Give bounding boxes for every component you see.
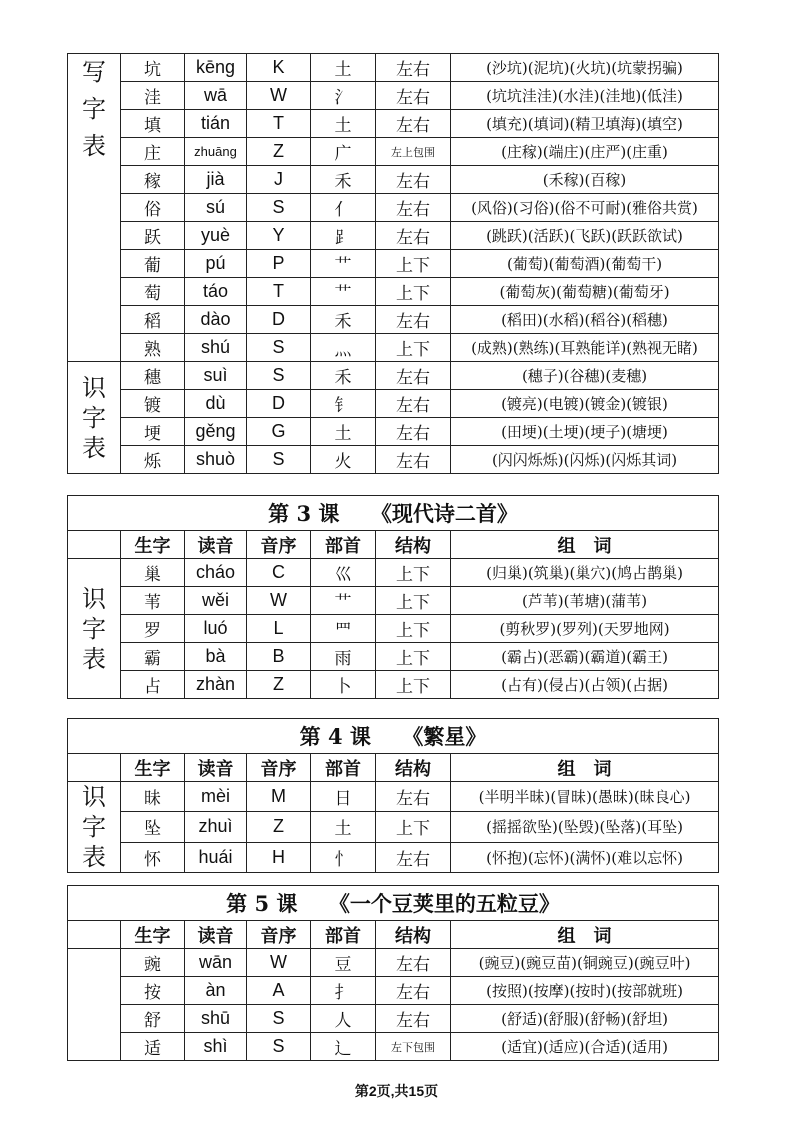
initial-letter: K — [247, 54, 311, 82]
structure: 上下 — [376, 278, 451, 306]
character: 昧 — [121, 782, 185, 812]
word-groups: (葡萄)(葡萄酒)(葡萄干) — [451, 250, 719, 278]
initial-letter: H — [247, 842, 311, 872]
pinyin: zhàn — [185, 671, 247, 699]
pinyin: mèi — [185, 782, 247, 812]
lesson-3-vocab-table — [67, 495, 719, 699]
table-row — [68, 446, 719, 474]
initial-letter: Z — [247, 138, 311, 166]
column-header: 结构 — [376, 921, 451, 949]
pinyin: suì — [185, 362, 247, 390]
lesson-title: 第 4 课 《繁星》 — [68, 719, 719, 754]
table-row — [68, 782, 719, 812]
column-header: 音序 — [247, 921, 311, 949]
structure: 左右 — [376, 362, 451, 390]
header-row — [68, 531, 719, 559]
lesson-2-vocab-table — [67, 53, 719, 474]
pinyin: dào — [185, 306, 247, 334]
table-row — [68, 559, 719, 587]
character: 俗 — [121, 194, 185, 222]
table-row — [68, 977, 719, 1005]
column-header: 读音 — [185, 921, 247, 949]
radical: 罒 — [311, 615, 376, 643]
pinyin: gěng — [185, 418, 247, 446]
initial-letter: S — [247, 446, 311, 474]
category-label: 识字表 — [68, 362, 121, 474]
initial-letter: S — [247, 1033, 311, 1061]
character: 舒 — [121, 1005, 185, 1033]
character: 洼 — [121, 82, 185, 110]
radical: 艹 — [311, 278, 376, 306]
structure: 上下 — [376, 587, 451, 615]
column-header: 结构 — [376, 531, 451, 559]
radical: 氵 — [311, 82, 376, 110]
radical: 艹 — [311, 587, 376, 615]
radical: 钅 — [311, 390, 376, 418]
pinyin: àn — [185, 977, 247, 1005]
character: 罗 — [121, 615, 185, 643]
table-row — [68, 362, 719, 390]
word-groups: (葡萄灰)(葡萄糖)(葡萄牙) — [451, 278, 719, 306]
pinyin: wěi — [185, 587, 247, 615]
word-groups: (芦苇)(苇塘)(蒲苇) — [451, 587, 719, 615]
word-groups: (霸占)(恶霸)(霸道)(霸王) — [451, 643, 719, 671]
initial-letter: W — [247, 587, 311, 615]
table-row — [68, 1005, 719, 1033]
page-footer: 第2页,共15页 — [354, 1083, 439, 1099]
initial-letter: Z — [247, 812, 311, 842]
table-row — [68, 194, 719, 222]
pinyin: sú — [185, 194, 247, 222]
radical: 卜 — [311, 671, 376, 699]
pinyin: shuò — [185, 446, 247, 474]
word-groups: (风俗)(习俗)(俗不可耐)(雅俗共赏) — [451, 194, 719, 222]
column-header: 部首 — [311, 531, 376, 559]
column-header — [68, 531, 121, 559]
pinyin: zhuì — [185, 812, 247, 842]
header-row — [68, 754, 719, 782]
word-groups: (禾稼)(百稼) — [451, 166, 719, 194]
lesson-title: 第 3 课 《现代诗二首》 — [68, 496, 719, 531]
table-row — [68, 812, 719, 842]
pinyin: bà — [185, 643, 247, 671]
radical: 土 — [311, 110, 376, 138]
pinyin: kēng — [185, 54, 247, 82]
lesson-4-vocab-table — [67, 718, 719, 873]
structure: 左右 — [376, 306, 451, 334]
lesson-title: 第 5 课 《一个豆荚里的五粒豆》 — [68, 886, 719, 921]
initial-letter: T — [247, 110, 311, 138]
pinyin: jià — [185, 166, 247, 194]
structure: 上下 — [376, 671, 451, 699]
word-groups: (舒适)(舒服)(舒畅)(舒坦) — [451, 1005, 719, 1033]
initial-letter: S — [247, 1005, 311, 1033]
word-groups: (半明半昧)(冒昧)(愚昧)(昧良心) — [451, 782, 719, 812]
character: 豌 — [121, 949, 185, 977]
character: 穗 — [121, 362, 185, 390]
character: 稻 — [121, 306, 185, 334]
word-groups: (剪秋罗)(罗列)(天罗地网) — [451, 615, 719, 643]
character: 跃 — [121, 222, 185, 250]
pinyin: wān — [185, 949, 247, 977]
category-label: 识字表 — [68, 559, 121, 699]
table-row — [68, 250, 719, 278]
initial-letter: J — [247, 166, 311, 194]
table-row — [68, 278, 719, 306]
initial-letter: S — [247, 194, 311, 222]
radical: 广 — [311, 138, 376, 166]
radical: 土 — [311, 812, 376, 842]
word-groups: (闪闪烁烁)(闪烁)(闪烁其词) — [451, 446, 719, 474]
column-header — [68, 754, 121, 782]
word-groups: (跳跃)(活跃)(飞跃)(跃跃欲试) — [451, 222, 719, 250]
structure: 上下 — [376, 812, 451, 842]
column-header: 读音 — [185, 531, 247, 559]
table-row — [68, 222, 719, 250]
column-header: 结构 — [376, 754, 451, 782]
structure: 左下包围 — [376, 1033, 451, 1061]
radical: 灬 — [311, 334, 376, 362]
structure: 左右 — [376, 222, 451, 250]
character: 稼 — [121, 166, 185, 194]
table-row — [68, 166, 719, 194]
table-row — [68, 671, 719, 699]
character: 烁 — [121, 446, 185, 474]
radical: 人 — [311, 1005, 376, 1033]
word-groups: (怀抱)(忘怀)(满怀)(难以忘怀) — [451, 842, 719, 872]
structure: 左右 — [376, 842, 451, 872]
radical: 禾 — [311, 306, 376, 334]
word-groups: (穗子)(谷穗)(麦穗) — [451, 362, 719, 390]
table-row — [68, 82, 719, 110]
word-groups: (田埂)(土埂)(埂子)(塘埂) — [451, 418, 719, 446]
structure: 左右 — [376, 194, 451, 222]
character: 适 — [121, 1033, 185, 1061]
word-groups: (镀亮)(电镀)(镀金)(镀银) — [451, 390, 719, 418]
structure: 左右 — [376, 54, 451, 82]
character: 霸 — [121, 643, 185, 671]
radical: 忄 — [311, 842, 376, 872]
radical: 艹 — [311, 250, 376, 278]
initial-letter: W — [247, 82, 311, 110]
column-header: 音序 — [247, 531, 311, 559]
pinyin: cháo — [185, 559, 247, 587]
table-row — [68, 587, 719, 615]
column-header: 组 词 — [451, 921, 719, 949]
table-row — [68, 334, 719, 362]
initial-letter: W — [247, 949, 311, 977]
radical: 日 — [311, 782, 376, 812]
structure: 上下 — [376, 643, 451, 671]
character: 镀 — [121, 390, 185, 418]
initial-letter: M — [247, 782, 311, 812]
radical: 巛 — [311, 559, 376, 587]
category-label: 识字表 — [68, 782, 121, 873]
structure: 左右 — [376, 977, 451, 1005]
word-groups: (归巢)(筑巢)(巢穴)(鸠占鹊巢) — [451, 559, 719, 587]
word-groups: (按照)(按摩)(按时)(按部就班) — [451, 977, 719, 1005]
radical: 雨 — [311, 643, 376, 671]
initial-letter: A — [247, 977, 311, 1005]
character: 填 — [121, 110, 185, 138]
header-row — [68, 921, 719, 949]
word-groups: (庄稼)(端庄)(庄严)(庄重) — [451, 138, 719, 166]
pinyin: táo — [185, 278, 247, 306]
pinyin: shú — [185, 334, 247, 362]
word-groups: (占有)(侵占)(占领)(占据) — [451, 671, 719, 699]
word-groups: (成熟)(熟练)(耳熟能详)(熟视无睹) — [451, 334, 719, 362]
initial-letter: S — [247, 334, 311, 362]
column-header — [68, 921, 121, 949]
character: 萄 — [121, 278, 185, 306]
column-header: 生字 — [121, 531, 185, 559]
radical: 扌 — [311, 977, 376, 1005]
word-groups: (填充)(填词)(精卫填海)(填空) — [451, 110, 719, 138]
table-row — [68, 110, 719, 138]
table-row — [68, 54, 719, 82]
radical: 禾 — [311, 166, 376, 194]
word-groups: (摇摇欲坠)(坠毁)(坠落)(耳坠) — [451, 812, 719, 842]
initial-letter: Y — [247, 222, 311, 250]
column-header: 音序 — [247, 754, 311, 782]
radical: 亻 — [311, 194, 376, 222]
pinyin: shì — [185, 1033, 247, 1061]
initial-letter: C — [247, 559, 311, 587]
column-header: 生字 — [121, 921, 185, 949]
pinyin: dù — [185, 390, 247, 418]
structure: 上下 — [376, 334, 451, 362]
table-row — [68, 643, 719, 671]
initial-letter: S — [247, 362, 311, 390]
radical: 土 — [311, 54, 376, 82]
radical: 火 — [311, 446, 376, 474]
character: 占 — [121, 671, 185, 699]
character: 埂 — [121, 418, 185, 446]
table-row — [68, 615, 719, 643]
initial-letter: T — [247, 278, 311, 306]
pinyin: huái — [185, 842, 247, 872]
column-header: 读音 — [185, 754, 247, 782]
category-label — [68, 949, 121, 1061]
initial-letter: Z — [247, 671, 311, 699]
pinyin: luó — [185, 615, 247, 643]
structure: 上下 — [376, 615, 451, 643]
column-header: 部首 — [311, 754, 376, 782]
structure: 上下 — [376, 559, 451, 587]
table-row — [68, 1033, 719, 1061]
word-groups: (坑坑洼洼)(水洼)(洼地)(低洼) — [451, 82, 719, 110]
initial-letter: L — [247, 615, 311, 643]
initial-letter: D — [247, 390, 311, 418]
character: 熟 — [121, 334, 185, 362]
initial-letter: B — [247, 643, 311, 671]
structure: 左右 — [376, 166, 451, 194]
column-header: 组 词 — [451, 754, 719, 782]
character: 坠 — [121, 812, 185, 842]
radical: 土 — [311, 418, 376, 446]
table-row — [68, 949, 719, 977]
category-label: 写字表 — [68, 54, 121, 362]
character: 葡 — [121, 250, 185, 278]
structure: 左右 — [376, 1005, 451, 1033]
lesson-5-vocab-table — [67, 885, 719, 1061]
column-header: 部首 — [311, 921, 376, 949]
structure: 左右 — [376, 782, 451, 812]
structure: 左右 — [376, 949, 451, 977]
structure: 左右 — [376, 390, 451, 418]
structure: 左右 — [376, 82, 451, 110]
character: 苇 — [121, 587, 185, 615]
pinyin: wā — [185, 82, 247, 110]
radical: ⻊ — [311, 222, 376, 250]
table-row — [68, 306, 719, 334]
structure: 上下 — [376, 250, 451, 278]
word-groups: (豌豆)(豌豆苗)(铜豌豆)(豌豆叶) — [451, 949, 719, 977]
radical: 辶 — [311, 1033, 376, 1061]
radical: 禾 — [311, 362, 376, 390]
structure: 左右 — [376, 418, 451, 446]
table-row — [68, 390, 719, 418]
word-groups: (沙坑)(泥坑)(火坑)(坑蒙拐骗) — [451, 54, 719, 82]
initial-letter: G — [247, 418, 311, 446]
pinyin: pú — [185, 250, 247, 278]
structure: 左右 — [376, 110, 451, 138]
character: 坑 — [121, 54, 185, 82]
table-row — [68, 842, 719, 872]
word-groups: (适宜)(适应)(合适)(适用) — [451, 1033, 719, 1061]
word-groups: (稻田)(水稻)(稻谷)(稻穗) — [451, 306, 719, 334]
column-header: 生字 — [121, 754, 185, 782]
character: 按 — [121, 977, 185, 1005]
initial-letter: D — [247, 306, 311, 334]
pinyin: tián — [185, 110, 247, 138]
radical: 豆 — [311, 949, 376, 977]
pinyin: shū — [185, 1005, 247, 1033]
structure: 左右 — [376, 446, 451, 474]
character: 巢 — [121, 559, 185, 587]
column-header: 组 词 — [451, 531, 719, 559]
table-row — [68, 138, 719, 166]
initial-letter: P — [247, 250, 311, 278]
structure: 左上包围 — [376, 138, 451, 166]
character: 怀 — [121, 842, 185, 872]
pinyin: yuè — [185, 222, 247, 250]
table-row — [68, 418, 719, 446]
character: 庄 — [121, 138, 185, 166]
pinyin: zhuāng — [185, 138, 247, 166]
